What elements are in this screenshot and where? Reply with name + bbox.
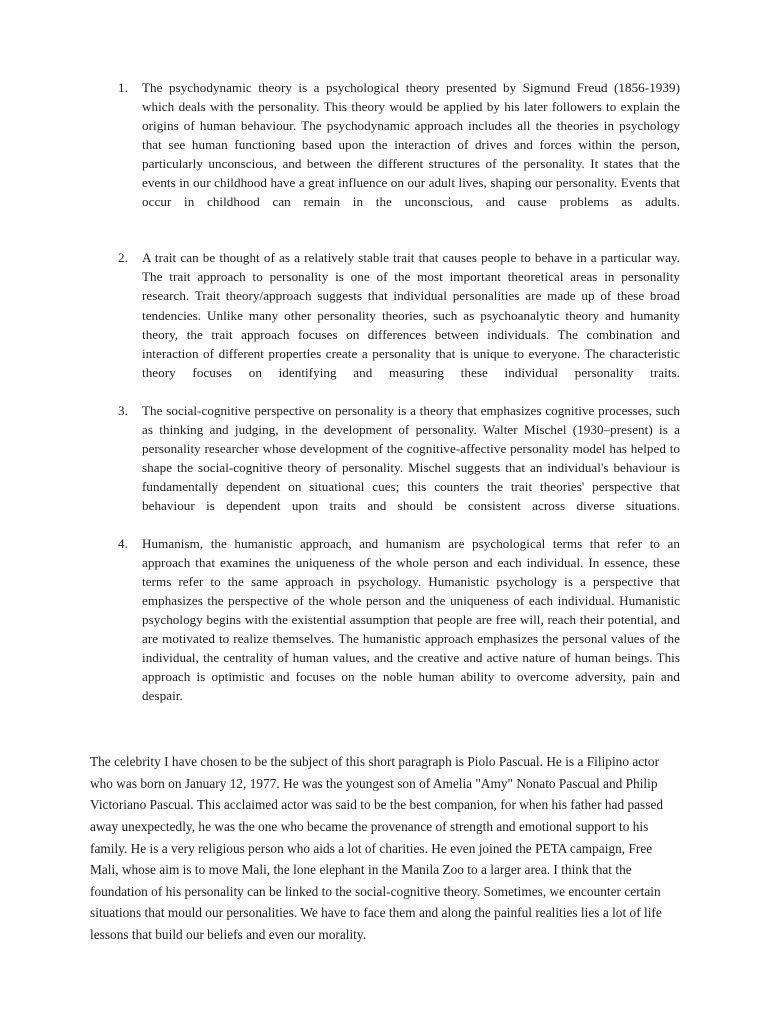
list-item [118, 248, 680, 400]
list-item [118, 401, 680, 534]
closing-paragraph-block [90, 738, 672, 959]
list-item [118, 534, 680, 724]
list-item-text: The social-cognitive perspective on personality is a theory that emphasizes cognitive processes, such as thinking and judging, in the development of personality. Walter Mischel (1930–present) is a personality researcher whose development of the cognitive-affective personality model has helped to shape the social-cognitive theory of personality. Mischel suggests that an individual's behaviour is fundamentally dependent on situational cues; this counters the trait theories' perspective that behaviour is dependent upon traits and should be consistent across diverse situations. [142, 402, 680, 513]
list-item-marker: 4. [118, 536, 128, 552]
closing-paragraph: The celebrity I have chosen to be the subject of this short paragraph is Piolo Pascual. He is a Filipino actor who was born on January 12, 1977. He was the youngest son of Amelia "Amy" Nonato Pascual and Philip Victoriano Pascual. This acclaimed actor was said to be the best companion, for when his father had passed away unexpectedly, he was the one who became the provenance of strength and emotional support to his family. He is a very religious person who aids a lot of charities. He even joined the PETA campaign, Free Mali, whose aim is to move Mali, the lone elephant in the Manila Zoo to a larger area. I think that the foundation of his personality can be linked to the social-cognitive theory. Sometimes, we encounter certain situations that mould our personalities. We have to face them and along the painful realities lies a lot of life lessons that build our beliefs and even our morality. [90, 754, 664, 943]
list-item [118, 78, 680, 230]
list-item-text: Humanism, the humanistic approach, and humanism are psychological terms that refer to an approach that examines the uniqueness of the whole person and each individual. In essence, these terms refer to the same approach in psychology. Humanistic psychology is a perspective that emphasizes the perspective of the whole person and the uniqueness of each individual. Humanistic psychology begins with the existential assumption that people are free will, reach their potential, and are motivated to realize themselves. The humanistic approach emphasizes the personal values of the individual, the centrality of human values, and the creative and active nature of human beings. This approach is optimistic and focuses on the noble human ability to overcome adversity, pain and despair. [142, 536, 680, 704]
list-item-marker: 2. [118, 250, 128, 266]
list-item-marker: 3. [118, 402, 128, 418]
list-item-marker: 1. [118, 80, 128, 95]
list-item-text: A trait can be thought of as a relatively stable trait that causes people to behave in a particular way. The trait approach to personality is one of the most important theoretical areas in personality research. Trait theory/approach suggests that individual personalities are made up of these broad tendencies. Unlike many other personality theories, such as psychoanalytic theory and humanity theory, the trait approach focuses on differences between individuals. The combination and interaction of different properties create a personality that is unique to everyone. The characteristic theory focuses on identifying and measuring these individual personality traits. [142, 250, 680, 380]
numbered-list [118, 78, 680, 725]
list-item-text: The psychodynamic theory is a psychological theory presented by Sigmund Freud (1856-1939) which deals with the personality. This theory would be applied by his later followers to explain the origins of human behaviour. The psychodynamic approach includes all the theories in psychology that see human functioning based upon the interaction of drives and forces within the person, particularly unconscious, and between the different structures of the personality. It states that the events in our childhood have a great influence on our adult lives, shaping our personality. Events that occur in childhood can remain in the unconscious, and cause problems as adults. [142, 80, 680, 210]
